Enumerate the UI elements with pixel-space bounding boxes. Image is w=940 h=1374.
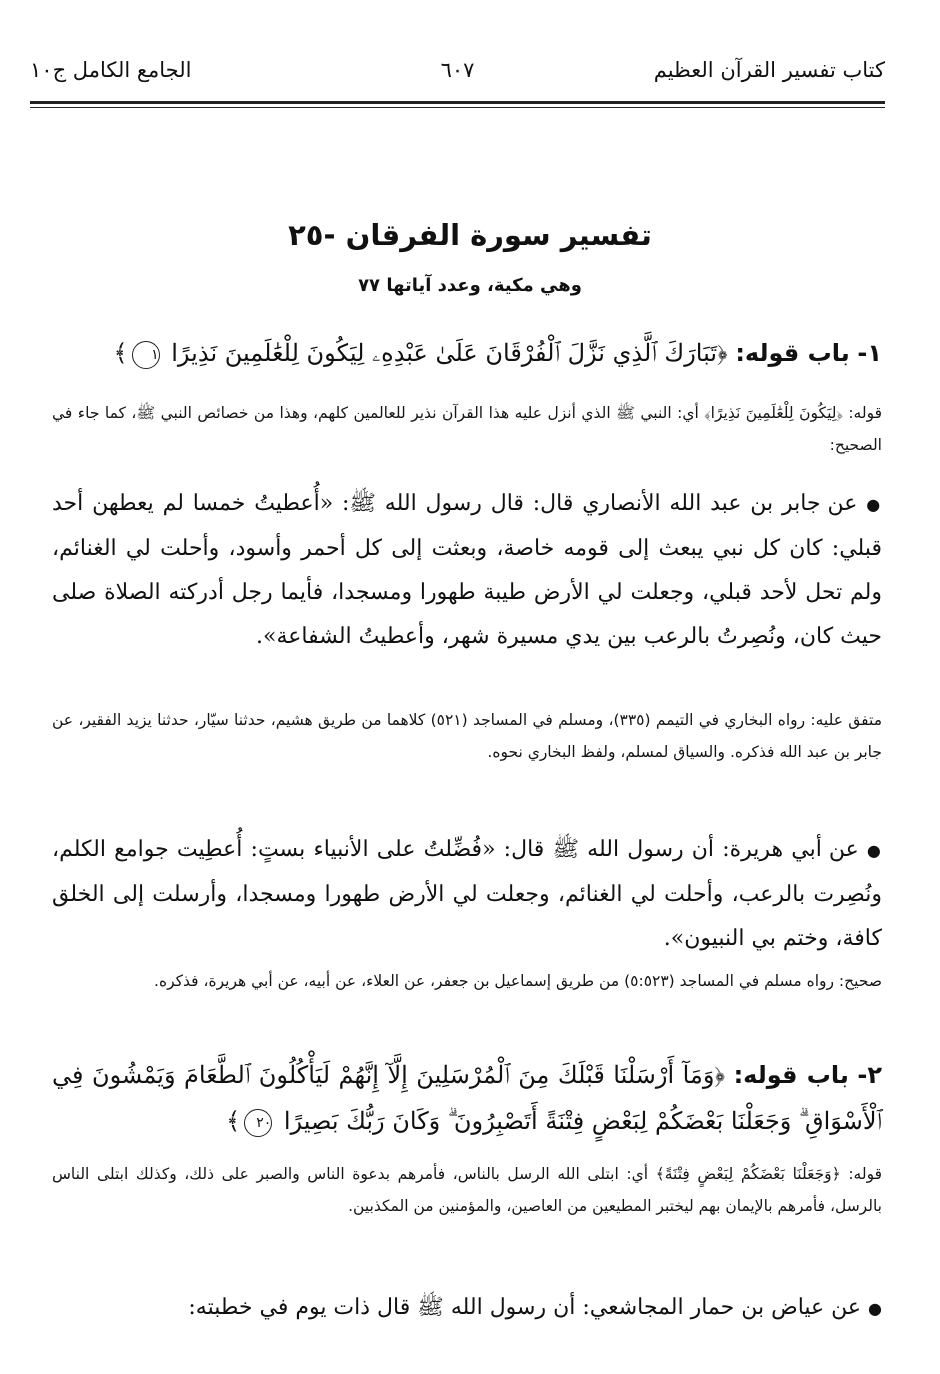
surah-title: تفسير سورة الفرقان -٢٥ [288, 218, 652, 252]
page-number: ٦٠٧ [440, 58, 475, 82]
hadith-paragraph [52, 482, 882, 659]
takhrij-note: صحيح: رواه مسلم في المساجد (٥:٥٢٣) من طريق إسماعيل بن جعفر، عن العلاء، عن أبيه، عن أبي هريرة، فذكره. [154, 972, 882, 990]
chapter-label: باب قوله: [733, 1061, 849, 1089]
verse-close-bracket: ﴾ [226, 1107, 241, 1135]
verse-close-bracket: ﴾ [113, 339, 128, 367]
ayah-number-marker: ٢٠ [244, 1109, 272, 1137]
chapter-heading-1 [52, 330, 882, 376]
chapter-label: باب قوله: [735, 339, 850, 367]
hadith-text: عن جابر بن عبد الله الأنصاري قال: قال رسول الله ﷺ: «أُعطيتُ خمسا لم يعطهن أحد قبلي: كان كل نبي يبعث إلى قومه خاصة، وبعثت إلى كل أحمر وأسود، وأحلت لي الغنائم، ولم تحل لأحد قبلي، وجعلت لي الأرض طيبة طهورا ومسجدا، فأيما رجل أدركته الصلاة صلى حيث كان، ونُصِرتُ بالرعب بين يدي مسيرة شهر، وأعطيتُ الشفاعة». [52, 491, 882, 649]
book-title: كتاب تفسير القرآن العظيم [653, 58, 885, 82]
header-rule-thin [30, 107, 885, 108]
quran-verse: ﴿تَبَارَكَ ٱلَّذِي نَزَّلَ ٱلْفُرْقَانَ عَلَىٰ عَبْدِهِۦ لِيَكُونَ لِلْعَٰلَمِينَ نَذِيرًا [171, 339, 728, 367]
hadith-paragraph [52, 828, 882, 961]
takhrij-note: متفق عليه: رواه البخاري في التيمم (٣٣٥)، ومسلم في المساجد (٥٢١) كلاهما من طريق هشيم، حدثنا سيّار، حدثنا يزيد الفقير، عن جابر بن عبد الله فذكره. والسياق لمسلم، ولفظ البخاري نحوه. [52, 711, 883, 761]
hadith-text: عن عياض بن حمار المجاشعي: أن رسول الله ﷺ قال ذات يوم في خطبته: [188, 1295, 862, 1320]
running-header [30, 58, 885, 98]
chapter-number: ٢- [857, 1061, 882, 1089]
commentary-paragraph: قوله: ﴿وَجَعَلْنَا بَعْضَكُمْ لِبَعْضٍ فِتْنَةً﴾ أي: ابتلى الله الرسل بالناس، فأمرهم بدعوة الناس والصبر على ذلك، وكذلك ابتلى الناس بالرسل، فأمرهم بالإيمان بهم ليختبر المطيعين من العاصين، والمؤمنين من المكذبين. [52, 1165, 882, 1215]
quran-verse: ﴿وَمَآ أَرْسَلْنَا قَبْلَكَ مِنَ ٱلْمُرْسَلِينَ إِلَّآ إِنَّهُمْ لَيَأْكُلُونَ ٱلطَّعَامَ وَيَمْشُونَ فِي ٱلْأَسْوَاقِ ۗ وَجَعَلْنَا بَعْضَكُمْ لِبَعْضٍ فِتْنَةً أَتَصْبِرُونَ ۗ وَكَانَ رَبُّكَ بَصِيرًا [52, 1061, 882, 1135]
header-rule-thick [30, 101, 885, 104]
bullet-icon: ● [866, 495, 883, 514]
surah-subtitle: وهي مكية، وعدد آياتها ٧٧ [358, 275, 582, 296]
commentary-paragraph: قوله: ﴿لِيَكُونَ لِلْعَٰلَمِينَ نَذِيرًا﴾ أي: النبي ﷺ الذي أنزل عليه هذا القرآن نذير للعالمين كلهم، وهذا من خصائص النبي ﷺ، كما جاء في الصحيح: [52, 404, 882, 454]
bullet-icon: ● [868, 1299, 882, 1318]
hadith-text: عن أبي هريرة: أن رسول الله ﷺ قال: «فُضِّلتُ على الأنبياء بستٍ: أُعطِيت جوامع الكلم، ونُصِرت بالرعب، وأحلت لي الغنائم، وجعلت لي الأرض طهورا ومسجدا، وأرسلت إلى الخلق كافة، وختم بي النبيون». [52, 837, 882, 951]
hadith-paragraph [52, 1286, 882, 1331]
volume-label: الجامع الكامل ج١٠ [30, 58, 192, 82]
ayah-number-marker: ١ [132, 341, 160, 369]
bullet-icon: ● [866, 841, 882, 860]
chapter-number: ١- [857, 339, 882, 367]
chapter-heading-2 [52, 1052, 882, 1144]
